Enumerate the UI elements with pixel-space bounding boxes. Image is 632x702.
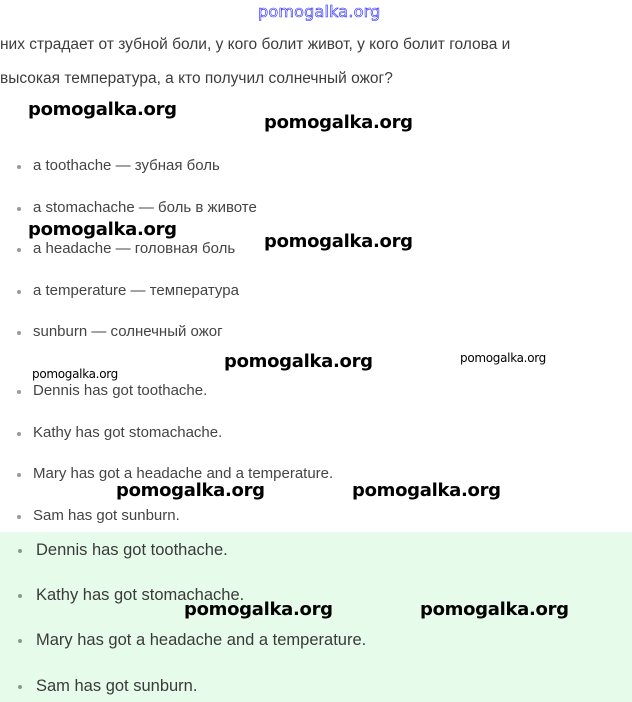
watermark: pomogalka.org: [28, 219, 177, 240]
watermark: pomogalka.org: [460, 351, 546, 365]
watermark: pomogalka.org: [264, 231, 413, 252]
site-watermark: pomogalka.org: [258, 2, 381, 21]
answer-text: Dennis has got toothache.: [33, 382, 208, 399]
watermark: pomogalka.org: [184, 599, 333, 620]
answer-text: Kathy has got stomachache.: [33, 424, 223, 441]
watermark: pomogalka.org: [28, 99, 177, 120]
vocab-text: sunburn — солнечный ожог: [33, 323, 223, 340]
answer-text: Sam has got sunburn.: [36, 677, 198, 695]
intro-line-1: них страдает от зубной боли, у кого болит живот, у кого болит голова и: [0, 36, 511, 53]
bullet-icon: [17, 515, 21, 519]
vocab-text: a stomachache — боль в животе: [33, 199, 257, 216]
bullet-icon: [18, 594, 22, 598]
bullet-icon: [17, 207, 21, 211]
watermark: pomogalka.org: [352, 480, 501, 501]
intro-paragraph: [0, 28, 632, 96]
bullet-icon: [17, 390, 21, 394]
answer-text: Sam has got sunburn.: [33, 507, 180, 524]
answer-text: Dennis has got toothache.: [36, 541, 228, 559]
intro-line-2: высокая температура, а кто получил солнечный ожог?: [0, 70, 393, 87]
watermark: pomogalka.org: [420, 599, 569, 620]
answer-text: Mary has got a headache and a temperature.: [33, 465, 334, 482]
answer-text: Kathy has got stomachache.: [36, 586, 245, 604]
vocab-text: a temperature — температура: [33, 282, 239, 299]
bullet-icon: [17, 290, 21, 294]
watermark: pomogalka.org: [264, 112, 413, 133]
bullet-icon: [17, 473, 21, 477]
bullet-icon: [17, 165, 21, 169]
bullet-icon: [18, 549, 22, 553]
watermark: pomogalka.org: [32, 367, 118, 381]
watermark: pomogalka.org: [116, 480, 265, 501]
bullet-icon: [18, 685, 22, 689]
vocab-text: a toothache — зубная боль: [33, 157, 220, 174]
bullet-icon: [18, 639, 22, 643]
bullet-icon: [17, 248, 21, 252]
vocab-text: a headache — головная боль: [33, 240, 236, 257]
watermark: pomogalka.org: [224, 351, 373, 372]
bullet-icon: [17, 432, 21, 436]
bullet-icon: [17, 331, 21, 335]
answer-text: Mary has got a headache and a temperature.: [36, 631, 367, 649]
